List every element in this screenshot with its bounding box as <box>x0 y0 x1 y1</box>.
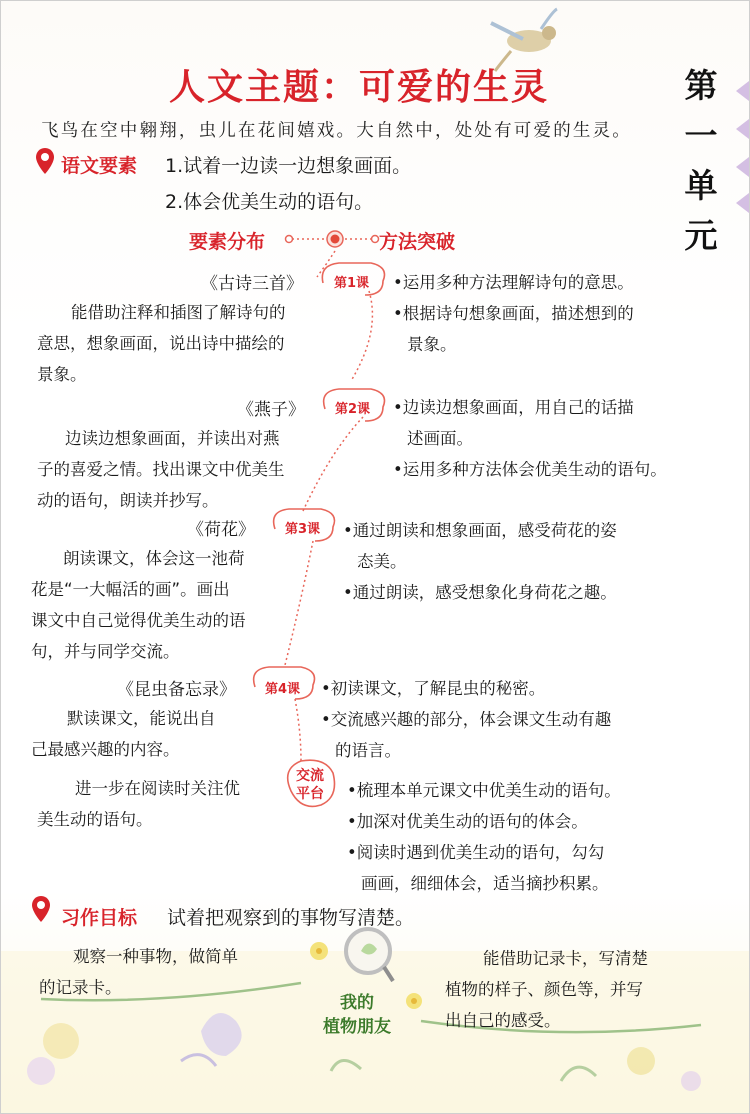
method-line: 画画，细细体会，适当摘抄积累。 <box>361 874 609 893</box>
unit-char: 一 <box>684 116 718 155</box>
method-label: 方法突破 <box>379 231 456 253</box>
distribution-connector <box>286 231 379 247</box>
lesson-methods <box>343 515 617 608</box>
desc-line: 默读课文，能说出自 <box>67 709 216 728</box>
desc-line: 动的语句，朗读并抄写。 <box>37 491 219 510</box>
writing-goal-label: 习作目标 <box>61 907 138 929</box>
language-element-item: 1.试着一边读一边想象画面。 <box>165 155 412 177</box>
writing-left-note <box>39 941 238 1003</box>
lesson-description <box>31 703 216 765</box>
method-line: 景象。 <box>407 335 457 354</box>
method-line: •梳理本单元课文中优美生动的语句。 <box>347 781 621 800</box>
desc-line: 朗读课文，体会这一池荷 <box>63 549 245 568</box>
page-title: 人文主题：可爱的生灵 <box>169 67 550 108</box>
exchange-platform-badge <box>296 767 324 803</box>
lesson-title: 《古诗三首》 <box>201 274 303 294</box>
side-tab-markers <box>736 81 749 213</box>
desc-line: 课文中自己觉得优美生动的语 <box>31 611 246 630</box>
method-line: 的语言。 <box>335 741 401 760</box>
lesson-methods <box>321 673 611 766</box>
language-elements-label: 语文要素 <box>61 155 138 177</box>
lesson-methods <box>393 267 634 360</box>
exchange-platform-description <box>37 773 240 835</box>
desc-line: 意思，想象画面，说出诗中描绘的 <box>37 334 285 353</box>
desc-line: 边读边想象画面，并读出对燕 <box>65 429 280 448</box>
lesson-description <box>37 297 286 390</box>
desc-line: 进一步在阅读时关注优 <box>75 779 240 798</box>
note-line: 能借助记录卡，写清楚 <box>483 949 648 968</box>
method-line: 态美。 <box>357 552 407 571</box>
distribution-label: 要素分布 <box>189 231 266 253</box>
method-line: •边读边想象画面，用自己的话描 <box>393 398 634 417</box>
method-line: •初读课文，了解昆虫的秘密。 <box>321 679 546 698</box>
location-pin-icon <box>31 895 51 923</box>
language-element-item: 2.体会优美生动的语句。 <box>165 191 374 213</box>
writing-goal-text: 试着把观察到的事物写清楚。 <box>167 907 415 929</box>
method-line: •通过朗读和想象画面，感受荷花的姿 <box>343 521 617 540</box>
desc-line: 句，并与同学交流。 <box>31 642 180 661</box>
plant-friend-title <box>323 991 391 1039</box>
lesson-methods <box>393 392 667 485</box>
note-line: 观察一种事物，做简单 <box>73 947 238 966</box>
lesson-badge: 第2课 <box>335 402 371 417</box>
lesson-badge: 第3课 <box>285 522 321 537</box>
desc-line: 子的喜爱之情。找出课文中优美生 <box>37 460 285 479</box>
method-line: •根据诗句想象画面，描述想到的 <box>393 304 634 323</box>
note-line: 的记录卡。 <box>39 978 122 997</box>
intro-text: 飞鸟在空中翱翔，虫儿在花间嬉戏。大自然中，处处有可爱的生灵。 <box>41 121 632 141</box>
method-line: •通过朗读，感受想象化身荷花之趣。 <box>343 583 617 602</box>
method-line: 述画面。 <box>407 429 473 448</box>
note-line: 出自己的感受。 <box>445 1011 561 1030</box>
method-line: •运用多种方法体会优美生动的语句。 <box>393 460 667 479</box>
lesson-title: 《昆虫备忘录》 <box>117 680 236 700</box>
lesson-description <box>31 543 246 667</box>
desc-line: 花是“一大幅活的画”。画出 <box>31 580 230 599</box>
plant-line: 植物朋友 <box>323 1017 391 1037</box>
note-line: 植物的样子、颜色等，并写 <box>445 980 643 999</box>
exchange-platform-methods <box>347 775 621 899</box>
desc-line: 美生动的语句。 <box>37 810 153 829</box>
desc-line: 己最感兴趣的内容。 <box>31 740 180 759</box>
lesson-description <box>37 423 285 516</box>
badge-line: 平台 <box>296 786 324 802</box>
desc-line: 能借助注释和插图了解诗句的 <box>71 303 286 322</box>
method-line: •阅读时遇到优美生动的语句，勾勾 <box>347 843 605 862</box>
plant-line: 我的 <box>340 993 374 1013</box>
writing-right-note <box>445 943 648 1036</box>
desc-line: 景象。 <box>37 365 87 384</box>
lesson-badge: 第4课 <box>265 682 301 697</box>
unit-char: 元 <box>684 216 718 255</box>
unit-side-label <box>681 61 721 261</box>
badge-line: 交流 <box>296 768 324 784</box>
lesson-title: 《燕子》 <box>237 400 305 420</box>
lesson-badge: 第1课 <box>334 276 370 291</box>
unit-char: 第 <box>684 66 718 105</box>
method-line: •交流感兴趣的部分，体会课文生动有趣 <box>321 710 612 729</box>
location-pin-icon <box>35 147 55 175</box>
lesson-title: 《荷花》 <box>187 520 255 540</box>
method-line: •加深对优美生动的语句的体会。 <box>347 812 588 831</box>
unit-char: 单 <box>684 166 718 205</box>
method-line: •运用多种方法理解诗句的意思。 <box>393 273 634 292</box>
